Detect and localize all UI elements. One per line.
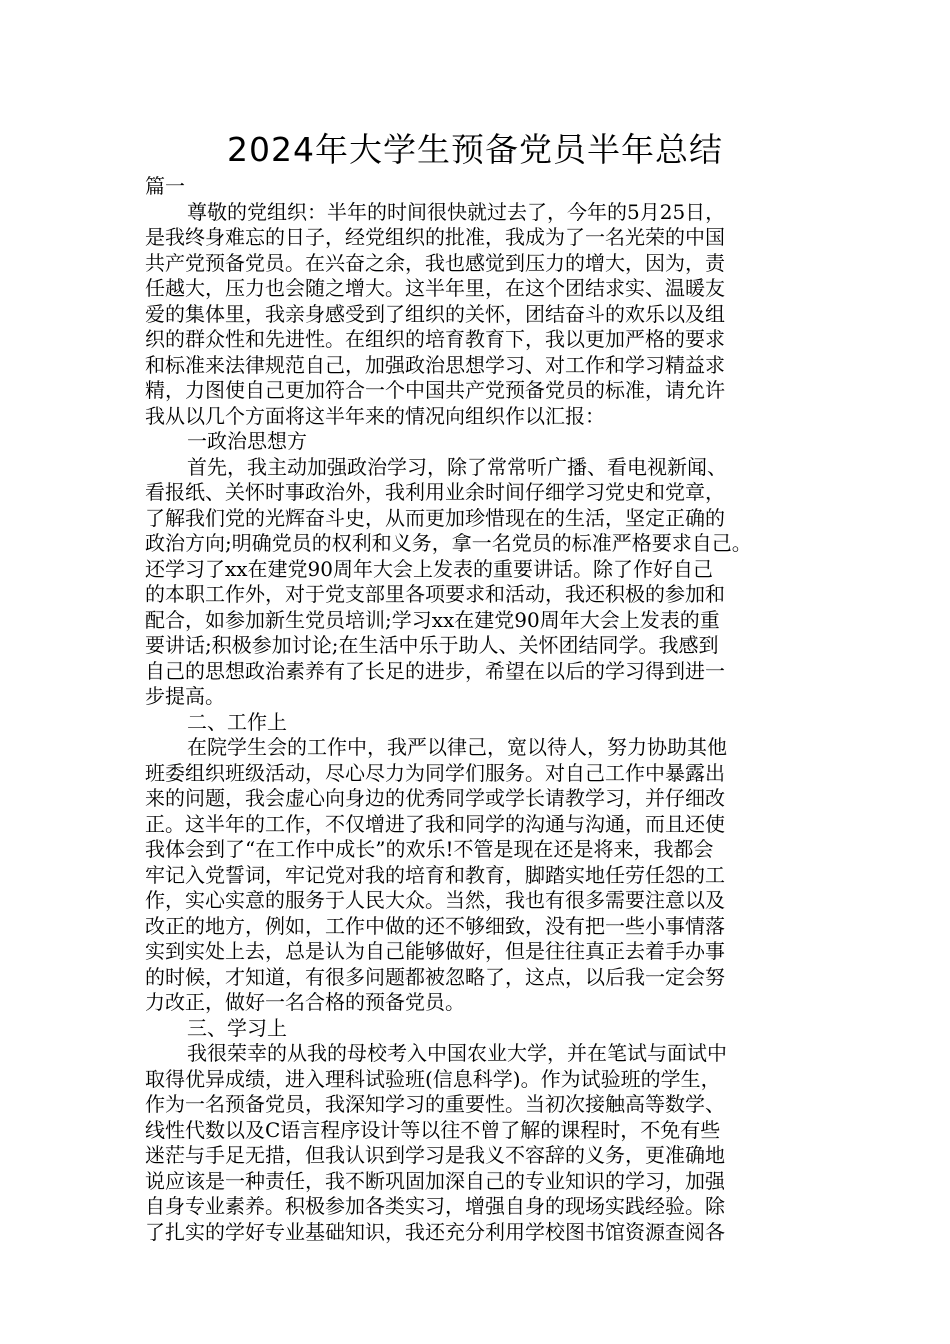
- text-line: 作，实心实意的服务于人民大众。当然，我也有很多需要注意以及: [145, 888, 725, 912]
- text-line: 自己的思想政治素养有了长足的进步，希望在以后的学习得到进一: [145, 658, 725, 683]
- text-line: 的时候，才知道，有很多问题都被忽略了，这点，以后我一定会努: [145, 964, 725, 989]
- text-line: 三、学习上: [187, 1015, 287, 1040]
- text-line: 在院学生会的工作中，我严以律己，宽以待人，努力协助其他: [187, 735, 727, 759]
- text-line: 我很荣幸的从我的母校考入中国农业大学，并在笔试与面试中: [187, 1041, 727, 1065]
- document-title: 2024年大学生预备党员半年总结: [227, 130, 723, 169]
- text-line: 牢记入党誓词，牢记党对我的培育和教育，脚踏实地任劳任怨的工: [145, 862, 725, 887]
- text-line: 精，力图使自己更加符合一个中国共产党预备党员的标准，请允许: [145, 378, 725, 402]
- text-line: 我从以几个方面将这半年来的情况向组织作以汇报：: [145, 403, 605, 428]
- document-body: [145, 174, 813, 1245]
- text-line: 织的群众性和先进性。在组织的培育教育下，我以更加严格的要求: [145, 327, 725, 351]
- text-line: 取得优异成绩，进入理科试验班(信息科学)。作为试验班的学生，: [145, 1066, 721, 1091]
- text-line: 线性代数以及C语言程序设计等以往不曾了解的课程时，不免有些: [145, 1117, 721, 1142]
- text-line: 尊敬的党组织：半年的时间很快就过去了，今年的5月25日，: [187, 199, 726, 224]
- text-line: 改正的地方，例如，工作中做的还不够细致，没有把一些小事情落: [145, 913, 725, 938]
- text-line: 还学习了xx在建党90周年大会上发表的重要讲话。除了作好自己: [145, 556, 714, 581]
- text-line: 正。这半年的工作，不仅增进了我和同学的沟通与沟通，而且还使: [145, 811, 725, 836]
- text-line: 和标准来法律规范自己，加强政治思想学习、对工作和学习精益求: [145, 352, 725, 377]
- text-line: 二、工作上: [187, 709, 287, 734]
- text-line: 篇一: [145, 174, 185, 198]
- text-line: 了扎实的学好专业基础知识，我还充分利用学校图书馆资源查阅各: [145, 1219, 725, 1244]
- text-line: 力改正，做好一名合格的预备党员。: [145, 990, 465, 1014]
- text-line: 首先，我主动加强政治学习，除了常常听广播、看电视新闻、: [187, 454, 727, 479]
- text-line: 看报纸、关怀时事政治外，我利用业余时间仔细学习党史和党章，: [145, 480, 725, 504]
- text-line: 配合，如参加新生党员培训;学习xx在建党90周年大会上发表的重: [145, 607, 720, 632]
- text-line: 我体会到了“在工作中成长”的欢乐!不管是现在还是将来，我都会: [145, 837, 714, 861]
- text-line: 实到实处上去，总是认为自己能够做好，但是往往真正去着手办事: [145, 939, 725, 963]
- text-line: 是我终身难忘的日子，经党组织的批准，我成为了一名光荣的中国: [145, 225, 725, 249]
- text-line: 自身专业素养。积极参加各类实习，增强自身的现场实践经验。除: [145, 1194, 725, 1218]
- text-line: 共产党预备党员。在兴奋之余，我也感觉到压力的增大，因为，责: [145, 250, 725, 275]
- text-line: 说应该是一种责任，我不断巩固加深自己的专业知识的学习，加强: [145, 1168, 725, 1193]
- text-line: 的本职工作外，对于党支部里各项要求和活动，我还积极的参加和: [145, 582, 725, 606]
- text-line: 作为一名预备党员，我深知学习的重要性。当初次接触高等数学、: [145, 1092, 725, 1116]
- text-line: 班委组织班级活动，尽心尽力为同学们服务。对自己工作中暴露出: [145, 760, 725, 785]
- text-line: 来的问题，我会虚心向身边的优秀同学或学长请教学习，并仔细改: [145, 786, 725, 810]
- text-line: 要讲话;积极参加讨论;在生活中乐于助人、关怀团结同学。我感到: [145, 633, 719, 657]
- text-line: 任越大，压力也会随之增大。这半年里，在这个团结求实、温暖友: [145, 276, 725, 300]
- text-line: 爱的集体里，我亲身感受到了组织的关怀，团结奋斗的欢乐以及组: [145, 301, 725, 326]
- text-line: 一政治思想方: [187, 429, 307, 453]
- text-line: 政治方向;明确党员的权利和义务，拿一名党员的标准严格要求自己。: [145, 531, 752, 555]
- text-line: 步提高。: [145, 684, 225, 708]
- text-line: 了解我们党的光辉奋斗史，从而更加珍惜现在的生活，坚定正确的: [145, 505, 725, 530]
- text-line: 迷茫与手足无措，但我认识到学习是我义不容辞的义务，更准确地: [145, 1143, 725, 1167]
